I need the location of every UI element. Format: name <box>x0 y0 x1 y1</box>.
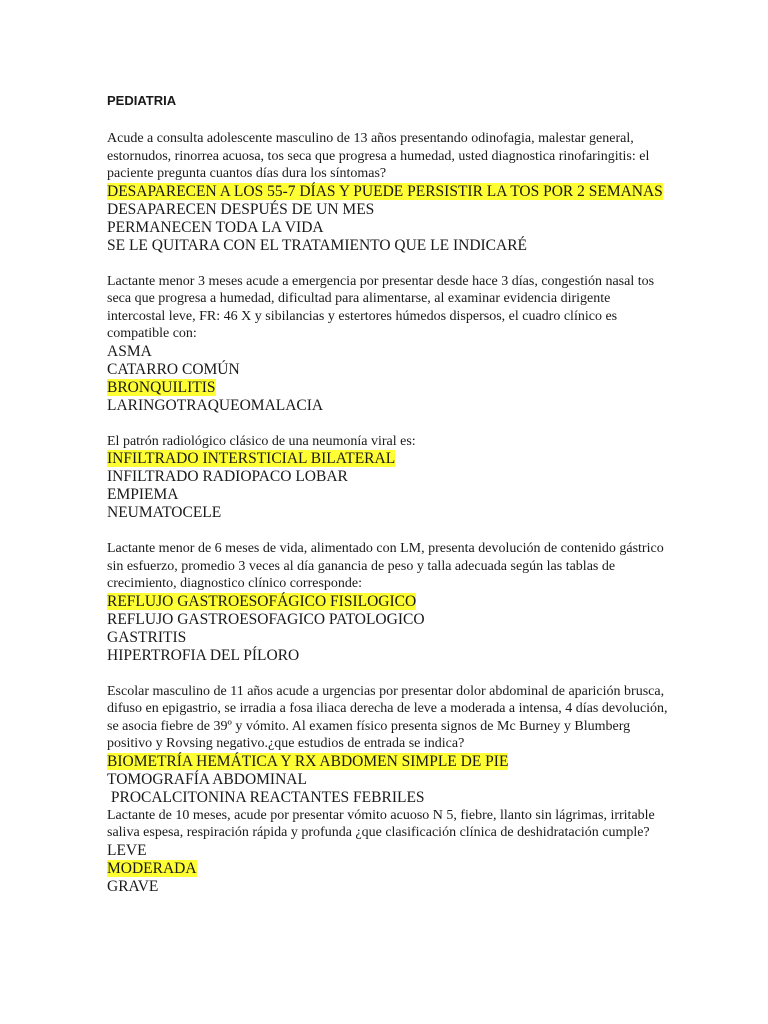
answer-option-highlighted: REFLUJO GASTROESOFÁGICO FISILOGICO <box>107 592 417 610</box>
answer-option: EMPIEMA <box>107 486 179 503</box>
answer-option: GRAVE <box>107 877 159 895</box>
question-text: Lactante menor de 6 meses de vida, alimentado con LM, presenta devolución de contenido gástrico sin esfuerzo, promedio 3 veces al día ganancia de peso y talla adecuada según las tablas de crecimiento, diagnostico clínico corresponde: <box>107 541 664 591</box>
question-text: Lactante de 10 meses, acude por presentar vómito acuoso N 5, fiebre, llanto sin lágrimas, irritable saliva espesa, respiración rápida y profunda ¿que clasificación clínica de deshidratación cumple? <box>107 807 655 840</box>
question-block-2 <box>107 273 668 415</box>
answer-option: LARINGOTRAQUEOMALACIA <box>107 396 324 414</box>
answer-option-highlighted: BRONQUILITIS <box>107 378 216 396</box>
answer-option: TOMOGRAFÍA ABDOMINAL <box>107 770 307 788</box>
answer-option: INFILTRADO RADIOPACO LOBAR <box>107 468 348 485</box>
answer-option: LEVE <box>107 841 147 859</box>
answer-option: CATARRO COMÚN <box>107 360 240 378</box>
answer-option: REFLUJO GASTROESOFAGICO PATOLOGICO <box>107 610 425 628</box>
answer-option: PROCALCITONINA REACTANTES FEBRILES <box>107 788 425 806</box>
question-text: Escolar masculino de 11 años acude a urgencias por presentar dolor abdominal de aparición brusca, difuso en epigastrio, se irradia a fosa iliaca derecha de leve a moderada a intensa, 4 días devolución, se asocia fiebre de 39º y vómito. Al examen físico presenta signos de Mc Burney y Blumberg positivo y Rovsing negativo.¿que estudios de entrada se indica? <box>107 683 668 751</box>
question-text: El patrón radiológico clásico de una neumonía viral es: <box>107 433 416 449</box>
answer-option-highlighted: MODERADA <box>107 859 197 877</box>
answer-option: PERMANECEN TODA LA VIDA <box>107 218 324 236</box>
page-heading: PEDIATRIA <box>107 93 177 108</box>
answer-option: GASTRITIS <box>107 628 187 646</box>
question-block-5 <box>107 683 668 807</box>
answer-option: NEUMATOCELE <box>107 504 222 521</box>
question-block-1 <box>107 130 668 255</box>
answer-option: SE LE QUITARA CON EL TRATAMIENTO QUE LE INDICARÉ <box>107 236 528 254</box>
answer-option: DESAPARECEN DESPUÉS DE UN MES <box>107 200 375 218</box>
question-text: Acude a consulta adolescente masculino de 13 años presentando odinofagia, malestar general, estornudos, rinorrea acuosa, tos seca que progresa a humedad, usted diagnostica rinofaringitis: el paciente pregunta cuantos días dura los síntomas? <box>107 131 650 181</box>
answer-option-highlighted: DESAPARECEN A LOS 55-7 DÍAS Y PUEDE PERSISTIR LA TOS POR 2 SEMANAS <box>107 182 663 200</box>
question-block-6 <box>107 807 668 896</box>
question-block-4 <box>107 540 668 665</box>
answer-option-highlighted: BIOMETRÍA HEMÁTICA Y RX ABDOMEN SIMPLE DE PIE <box>107 752 509 770</box>
answer-option: ASMA <box>107 342 152 360</box>
question-block-3 <box>107 433 668 523</box>
question-text: Lactante menor 3 meses acude a emergencia por presentar desde hace 3 días, congestión nasal tos seca que progresa a humedad, dificultad para alimentarse, al examinar evidencia dirigente intercostal leve, FR: 46 X y sibilancias y estertores húmedos dispersos, el cuadro clínico es compatible con: <box>107 273 655 341</box>
answer-option: HIPERTROFIA DEL PÍLORO <box>107 646 300 664</box>
answer-option-highlighted: INFILTRADO INTERSTICIAL BILATERAL <box>107 450 396 467</box>
